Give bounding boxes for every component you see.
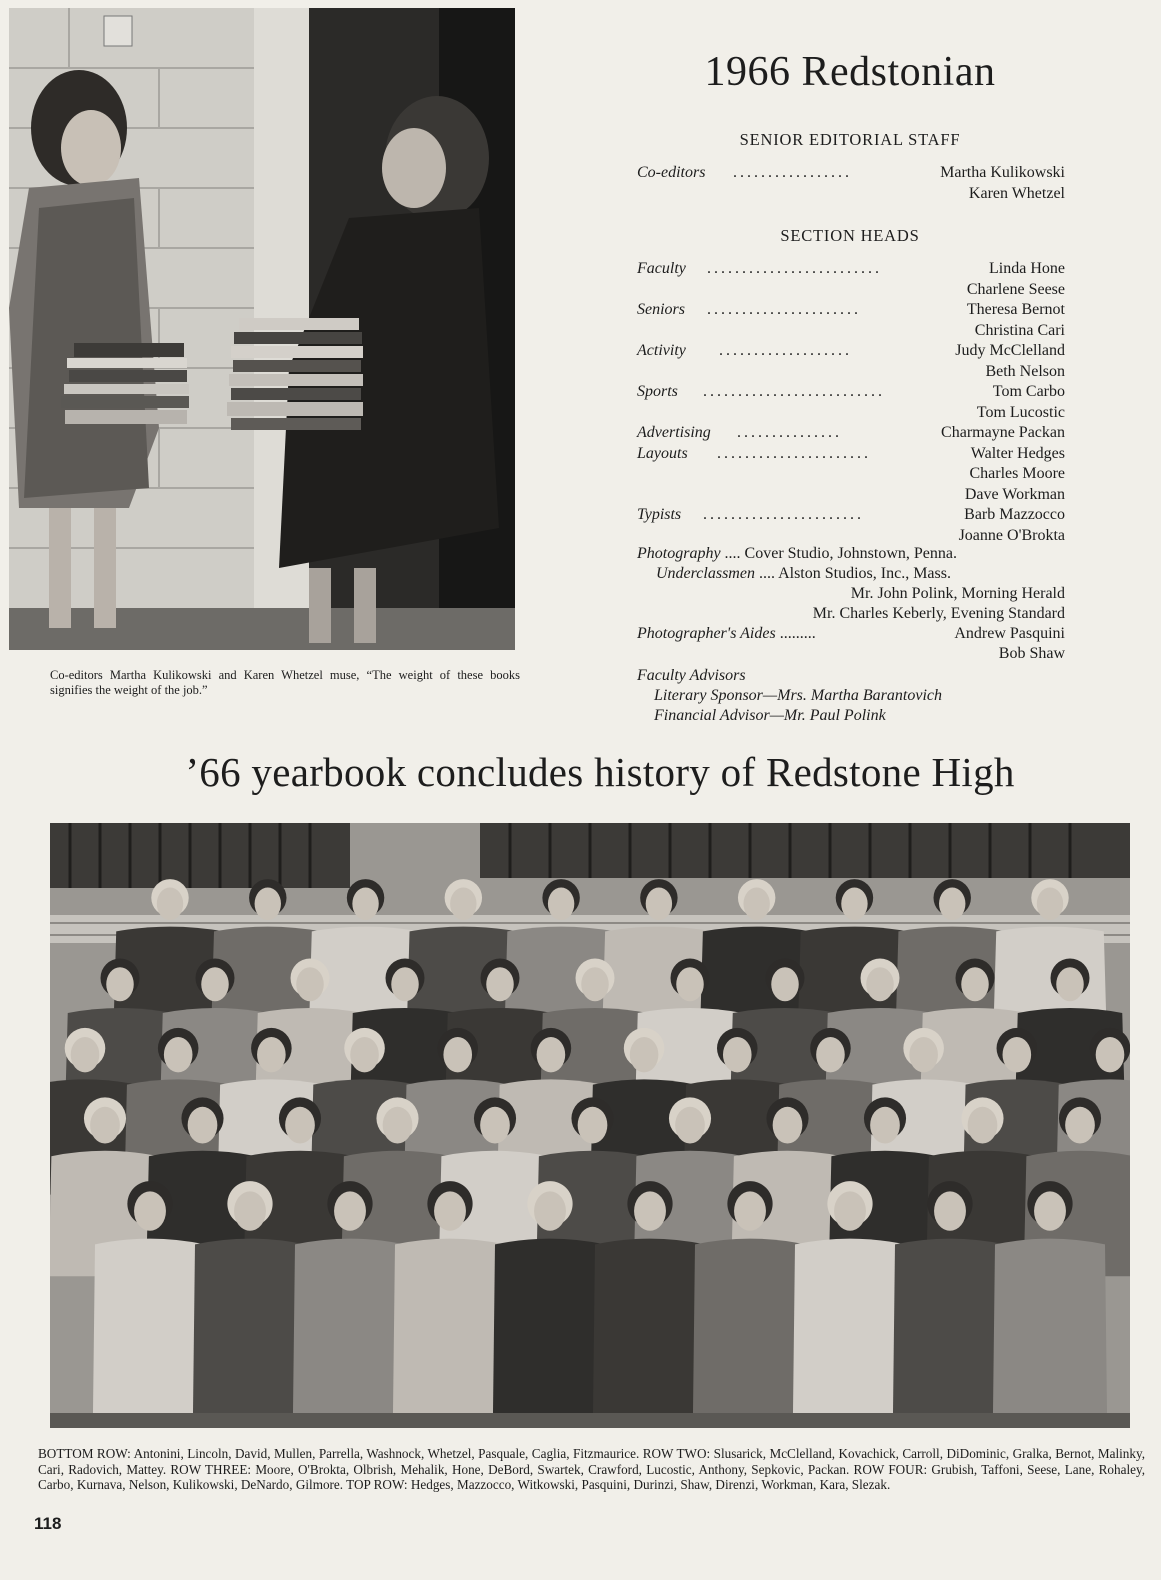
leader-dots: ......... — [779, 625, 816, 642]
leader-dots: ......................... — [707, 260, 882, 277]
student-face — [578, 1107, 608, 1144]
student-face — [1065, 1107, 1095, 1144]
student-face — [334, 1191, 366, 1230]
student-face — [968, 1107, 998, 1144]
student-figure — [292, 1239, 408, 1428]
leader-dots: ................. — [733, 164, 852, 181]
student-figure — [192, 1239, 308, 1428]
staff-row — [637, 259, 1065, 280]
section-heads-heading: SECTION HEADS — [780, 226, 920, 245]
student-face — [383, 1107, 413, 1144]
student-face — [296, 967, 324, 1001]
student-face — [257, 1037, 286, 1072]
photographers-aides-line — [637, 625, 816, 643]
student-face — [1096, 1037, 1125, 1072]
student-face — [1003, 1037, 1032, 1072]
staff-name: Joanne O'Brokta — [958, 526, 1065, 544]
staff-name: Cover Studio, Johnstown, Penna. — [744, 545, 957, 562]
floor — [50, 1413, 1130, 1428]
staff-name: Bob Shaw — [998, 645, 1065, 662]
staff-row — [637, 362, 1065, 383]
student-face — [834, 1191, 866, 1230]
staff-role: Seniors — [637, 301, 685, 318]
financial-advisor — [654, 707, 886, 725]
staff-name: Karen Whetzel — [968, 184, 1065, 202]
student-face — [71, 1037, 100, 1072]
staff-row — [637, 382, 1065, 403]
staff-name: Walter Hedges — [970, 444, 1065, 462]
staff-role: Co-editors — [637, 164, 706, 181]
student-figure — [492, 1239, 608, 1428]
page-headline: ’66 yearbook concludes history of Redstone High — [185, 749, 1015, 795]
staff-name: Charles Moore — [969, 465, 1065, 482]
leader-dots: ....................... — [703, 506, 864, 523]
co-editors-photo — [9, 8, 515, 650]
student-face — [866, 967, 894, 1001]
student-face — [352, 887, 378, 920]
student-face — [450, 887, 476, 920]
student-figure — [392, 1239, 508, 1428]
student-face — [676, 967, 704, 1001]
leader-dots: ...................... — [707, 301, 861, 318]
student-face — [961, 967, 989, 1001]
student-face — [646, 887, 672, 920]
staff-row — [637, 403, 1065, 424]
student-face — [134, 1191, 166, 1230]
staff-row — [637, 526, 1065, 547]
staff-row — [637, 184, 1065, 205]
staff-role: Layouts — [637, 444, 688, 462]
page-number: 118 — [34, 1514, 62, 1533]
student-figure — [592, 1239, 708, 1428]
senior-editorial-staff-heading: SENIOR EDITORIAL STAFF — [739, 130, 961, 149]
literary-sponsor — [654, 687, 942, 705]
staff-role: Photography — [637, 545, 721, 562]
staff-row — [637, 163, 1065, 184]
photography-line — [637, 545, 957, 563]
student-face — [537, 1037, 566, 1072]
student-face — [157, 887, 183, 920]
student-figure — [792, 1239, 908, 1428]
student-face — [90, 1107, 120, 1144]
student-face — [106, 967, 134, 1001]
leader-dots: ................... — [719, 342, 852, 359]
staff-name: Martha Kulikowski — [940, 164, 1065, 181]
student-face — [743, 887, 769, 920]
student-face — [534, 1191, 566, 1230]
student-face — [723, 1037, 752, 1072]
student-face — [188, 1107, 218, 1144]
student-face — [480, 1107, 510, 1144]
leader-dots: .... — [758, 565, 779, 582]
literary-sponsor-text: Literary Sponsor—Mrs. Martha Barantovich — [654, 687, 942, 704]
section-heads-list — [637, 259, 1065, 546]
financial-advisor-text: Financial Advisor—Mr. Paul Polink — [654, 707, 886, 724]
staff-role: Sports — [637, 383, 678, 400]
staff-name: Judy McClelland — [955, 342, 1065, 359]
student-face — [939, 887, 965, 920]
staff-row — [637, 280, 1065, 301]
student-face — [581, 967, 609, 1001]
student-face — [909, 1037, 938, 1072]
photography-extra: Mr. John Polink, Morning Herald — [850, 585, 1065, 602]
staff-role: Photographer's Aides — [637, 625, 776, 642]
leader-dots: .......................... — [703, 383, 885, 400]
staff-name: Charlene Seese — [966, 280, 1065, 298]
staff-name: Linda Hone — [989, 260, 1065, 277]
staff-row — [637, 464, 1065, 485]
photography-extra: Mr. Charles Keberly, Evening Standard — [812, 605, 1065, 622]
staff-role: Underclassmen — [656, 565, 755, 582]
staff-name: Dave Workman — [964, 485, 1065, 503]
staff-name: Theresa Bernot — [966, 301, 1065, 318]
staff-name: Tom Lucostic — [976, 403, 1065, 421]
leader-dots: .... — [724, 545, 745, 562]
student-face — [630, 1037, 659, 1072]
group-photo-caption: BOTTOM ROW: Antonini, Lincoln, David, Mullen, Parrella, Washnock, Whetzel, Pasquale, Caglia, Fitzmaurice. ROW TWO: Slusarick, McClelland, Kovachick, Carroll, DiDominic, Gralka, Bernot, Malinky, Cari, Radovich, Mattey. ROW THREE: Moore, O'Brokta, Olbrish, Mehalik, Hone, DeBord, Swartek, Crawford, Lucostic, Anthony, Sepkovic, Packan. ROW FOUR: Grubish, Taffoni, Seese, Lane, Rohaley, Carbo, Kurnava, Nelson, Kulikowski, DeNardo, Gilmore. TOP ROW: Hedges, Mazzocco, Witkowski, Pasquini, Durinzi, Shaw, Direnzi, Workman, Kara, Slezak. — [38, 1446, 1145, 1492]
student-face — [1034, 1191, 1066, 1230]
student-face — [934, 1191, 966, 1230]
staff-row — [637, 485, 1065, 506]
staff-row — [637, 321, 1065, 342]
staff-name: Tom Carbo — [992, 383, 1065, 400]
student-figure — [92, 1239, 208, 1428]
staff-name: Beth Nelson — [985, 362, 1065, 380]
student-face — [841, 887, 867, 920]
leader-dots: ...................... — [717, 444, 871, 462]
coeditors-block — [637, 163, 1065, 204]
student-face — [201, 967, 229, 1001]
yearbook-staff-group-photo — [50, 823, 1130, 1428]
student-face — [1037, 887, 1063, 920]
staff-name: Charmayne Packan — [941, 424, 1065, 441]
student-face — [548, 887, 574, 920]
staff-row — [637, 423, 1065, 444]
student-figure — [692, 1239, 808, 1428]
staff-role: Typists — [637, 506, 682, 523]
underclassmen-line — [656, 565, 951, 583]
staff-name: Andrew Pasquini — [954, 625, 1065, 642]
student-face — [870, 1107, 900, 1144]
staff-role: Activity — [637, 342, 686, 359]
student-face — [675, 1107, 705, 1144]
student-figure — [992, 1239, 1108, 1428]
staff-name: Alston Studios, Inc., Mass. — [778, 565, 951, 582]
staff-name: Barb Mazzocco — [964, 506, 1065, 523]
staff-name: Christina Cari — [974, 321, 1065, 339]
staff-row — [637, 505, 1065, 526]
student-face — [255, 887, 281, 920]
top-photo-caption: Co-editors Martha Kulikowski and Karen Whetzel muse, “The weight of these books signifies the weight of the job.” — [50, 668, 520, 697]
student-face — [234, 1191, 266, 1230]
student-face — [773, 1107, 803, 1144]
student-face — [1056, 967, 1084, 1001]
student-face — [285, 1107, 315, 1144]
student-face — [486, 967, 514, 1001]
staff-row — [637, 300, 1065, 321]
leader-dots: ............... — [737, 424, 842, 441]
staff-role: Advertising — [637, 424, 711, 441]
student-face — [734, 1191, 766, 1230]
student-face — [391, 967, 419, 1001]
staff-row — [637, 341, 1065, 362]
student-face — [816, 1037, 845, 1072]
yearbook-title: 1966 Redstonian — [704, 49, 996, 95]
staff-role: Faculty — [637, 260, 686, 277]
faculty-advisors-heading: Faculty Advisors — [637, 667, 746, 684]
student-face — [164, 1037, 193, 1072]
student-face — [634, 1191, 666, 1230]
staff-row — [637, 444, 1065, 465]
student-figure — [892, 1239, 1008, 1428]
student-face — [771, 967, 799, 1001]
student-face — [443, 1037, 472, 1072]
student-face — [434, 1191, 466, 1230]
student-face — [350, 1037, 379, 1072]
